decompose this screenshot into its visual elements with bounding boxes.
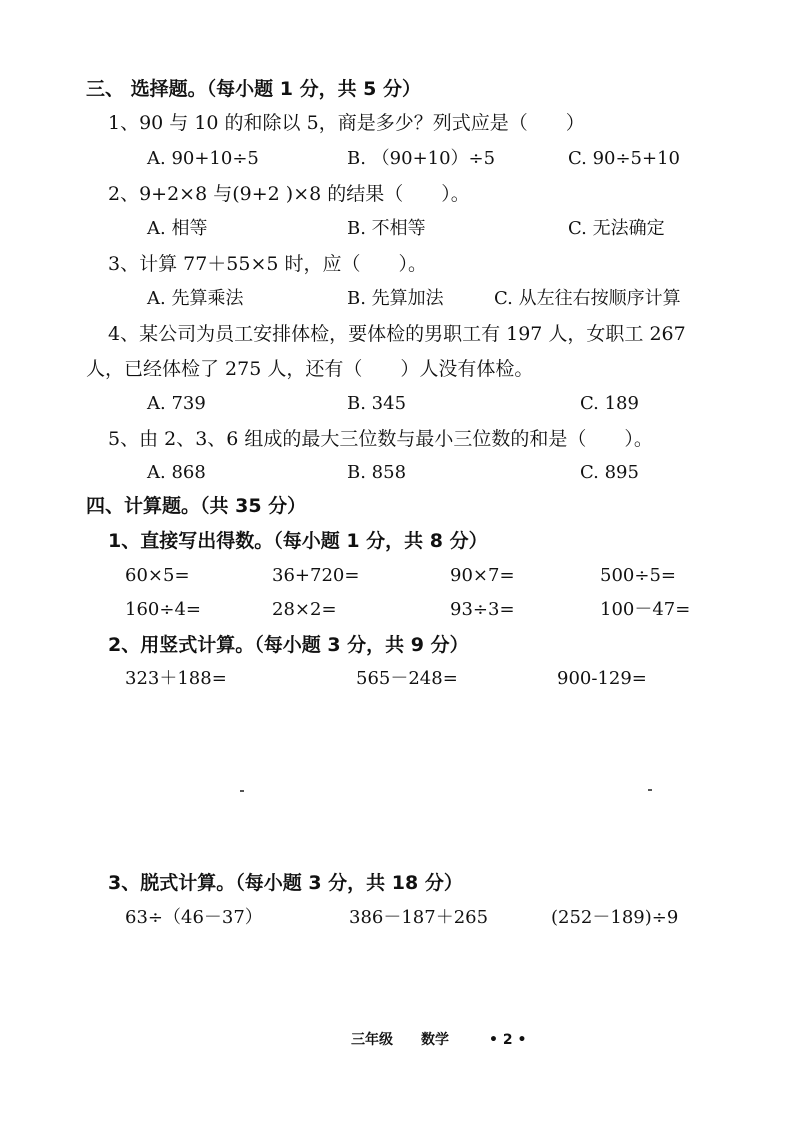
part1-heading: 1、直接写出得数。（每小题 1 分，共 8 分）	[108, 530, 488, 552]
footer-grade: 三年级	[351, 1032, 393, 1048]
q1-stem: 1、90 与 10 的和除以 5，商是多少？列式应是（ ）	[108, 112, 585, 134]
q5-option-c: C. 895	[580, 462, 639, 483]
mental-calc-item: 100－47=	[600, 599, 691, 620]
q2-option-c: C. 无法确定	[568, 218, 665, 239]
q2-option-a: A. 相等	[147, 218, 208, 239]
mental-calc-item: 93÷3=	[450, 599, 515, 620]
mental-calc-item: 36+720=	[272, 565, 360, 586]
q1-option-b: B. （90+10）÷5	[347, 148, 496, 169]
vertical-calc-item: 900-129=	[557, 668, 647, 689]
vertical-calc-item: 323＋188=	[125, 668, 227, 689]
mental-calc-item: 28×2=	[272, 599, 337, 620]
section4-heading: 四、计算题。（共 35 分）	[86, 495, 307, 517]
stepwise-calc-item: (252－189)÷9	[551, 907, 679, 928]
q1-option-a: A. 90+10÷5	[147, 148, 259, 169]
mental-calc-item: 160÷4=	[125, 599, 201, 620]
q4-option-b: B. 345	[347, 393, 407, 414]
part2-heading: 2、用竖式计算。（每小题 3 分，共 9 分）	[108, 634, 469, 656]
q5-option-a: A. 868	[147, 462, 206, 483]
mental-calc-item: 60×5=	[125, 565, 190, 586]
scan-speck	[240, 790, 244, 792]
q2-stem: 2、9+2×8 与(9+2 )×8 的结果（ ）。	[108, 183, 470, 205]
q5-option-b: B. 858	[347, 462, 407, 483]
part3-heading: 3、脱式计算。（每小题 3 分，共 18 分）	[108, 872, 463, 894]
footer-subject: 数学	[421, 1032, 449, 1048]
q5-stem: 5、由 2、3、6 组成的最大三位数与最小三位数的和是（ ）。	[108, 428, 653, 450]
mental-calc-item: 500÷5=	[600, 565, 676, 586]
q4-option-a: A. 739	[147, 393, 206, 414]
q4-stem: 4、某公司为员工安排体检，要体检的男职工有 197 人，女职工 267	[108, 323, 686, 345]
vertical-calc-item: 565－248=	[356, 668, 458, 689]
q3-option-b: B. 先算加法	[347, 288, 444, 309]
q1-option-c: C. 90÷5+10	[568, 148, 680, 169]
q2-option-b: B. 不相等	[347, 218, 426, 239]
stepwise-calc-item: 386－187＋265	[349, 907, 489, 928]
mental-calc-item: 90×7=	[450, 565, 515, 586]
q4-stem-line2: 人，已经体检了 275 人，还有（ ）人没有体检。	[86, 358, 534, 380]
q3-option-c: C. 从左往右按顺序计算	[494, 288, 681, 309]
q4-option-c: C. 189	[580, 393, 639, 414]
scan-speck	[648, 789, 652, 791]
footer-page-number: • 2 •	[489, 1032, 527, 1048]
stepwise-calc-item: 63÷（46－37）	[125, 907, 263, 928]
q3-stem: 3、计算 77＋55×5 时，应（ ）。	[108, 253, 428, 275]
section3-heading: 三、 选择题。（每小题 1 分，共 5 分）	[86, 78, 422, 100]
q3-option-a: A. 先算乘法	[147, 288, 244, 309]
